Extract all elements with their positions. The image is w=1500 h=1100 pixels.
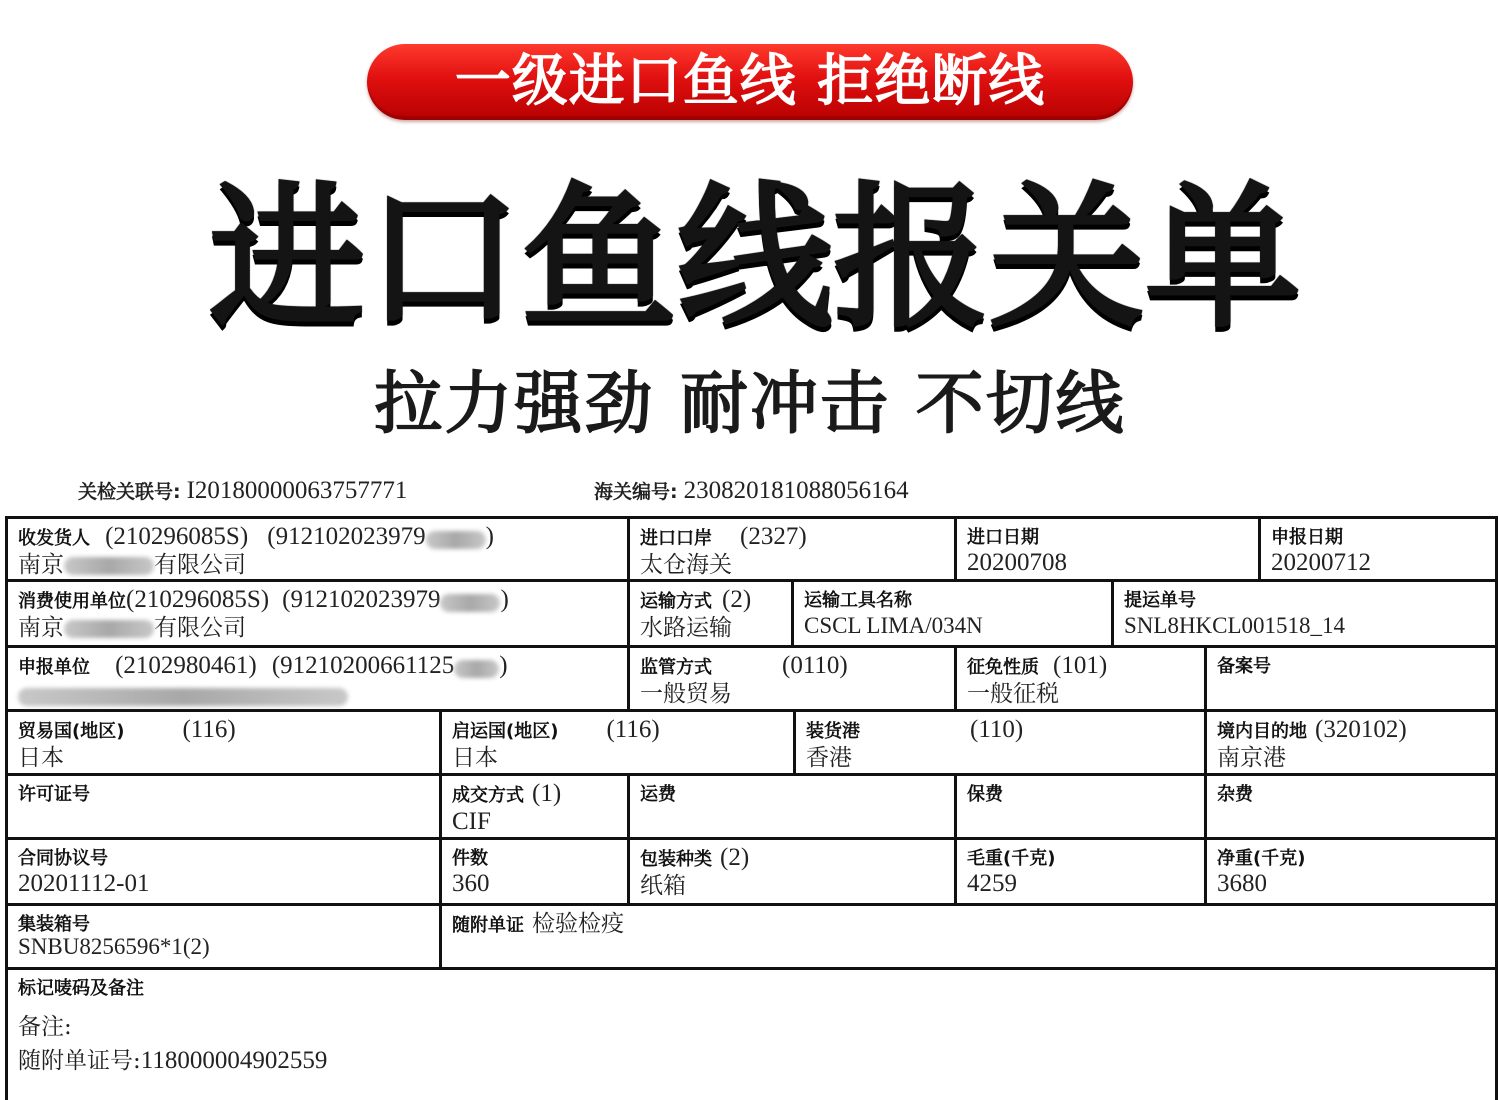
form-row-3 [8, 648, 1495, 712]
customs-declaration-form [5, 516, 1498, 1100]
record-no-label: 备案号 [1217, 656, 1271, 677]
declarant-code1: (2102980461) [115, 652, 257, 679]
supervision-code: (0110) [782, 652, 848, 679]
packing-value: 纸箱 [640, 873, 686, 899]
form-row-5 [8, 776, 1495, 840]
inspection-number [78, 474, 407, 508]
destination-value: 南京港 [1217, 745, 1286, 771]
port-code: (2327) [740, 523, 807, 550]
consumer-code2-end: ) [500, 586, 509, 613]
supervision-value: 一般贸易 [640, 681, 732, 707]
redaction-blur [440, 594, 500, 612]
gross-weight-value: 4259 [967, 870, 1017, 897]
declarant-code2: (91210200661125 [271, 652, 455, 679]
bill-of-lading-value: SNL8HKCL001518_14 [1124, 613, 1346, 638]
loading-port-code: (110) [970, 716, 1024, 743]
levy-label: 征免性质 [967, 657, 1039, 678]
declarant-label: 申报单位 [18, 657, 90, 678]
redaction-blur [426, 531, 486, 549]
container-value: SNBU8256596*1(2) [18, 934, 210, 959]
consignee-name-suffix: 有限公司 [154, 552, 246, 578]
supervision-label: 监管方式 [640, 657, 712, 678]
import-date-label: 进口日期 [967, 527, 1039, 548]
net-weight-value: 3680 [1217, 870, 1267, 897]
declarant-code2-end: ) [499, 652, 508, 679]
loading-port-label: 装货港 [806, 721, 860, 742]
import-date-value: 20200708 [967, 549, 1067, 576]
consignee-code2-end: ) [485, 523, 494, 550]
declare-date-value: 20200712 [1271, 549, 1371, 576]
destination-label: 境内目的地 [1217, 721, 1307, 742]
inspection-number-label: 关检关联号: [78, 481, 181, 503]
customs-number-label: 海关编号: [594, 481, 678, 503]
promo-pill-text: 一级进口鱼线 拒绝断线 [454, 49, 1046, 114]
redaction-blur [64, 620, 154, 638]
form-row-2 [8, 582, 1495, 648]
consignee-cell [8, 519, 630, 579]
cert-value: 118000004902559 [140, 1047, 328, 1074]
origin-country-cell [442, 712, 796, 773]
pieces-cell [442, 840, 630, 903]
documents-value: 检验检疫 [532, 911, 624, 937]
insurance-cell [957, 776, 1207, 837]
packing-code: (2) [720, 844, 750, 871]
marks-label: 标记唛码及备注 [18, 978, 144, 999]
customs-number [594, 474, 909, 508]
license-cell [8, 776, 442, 837]
destination-cell [1207, 712, 1495, 773]
redaction-blur [18, 688, 348, 706]
port-label: 进口口岸 [640, 528, 712, 549]
import-date-cell [957, 519, 1261, 579]
headline: 进口鱼线报关单 [209, 167, 1301, 349]
promo-pill-banner [367, 44, 1133, 120]
consignee-code2: (912102023979 [267, 523, 426, 550]
packing-label: 包装种类 [640, 849, 712, 870]
form-row-6 [8, 840, 1495, 906]
port-value: 太仓海关 [640, 552, 732, 578]
trade-country-cell [8, 712, 442, 773]
vehicle-cell [794, 582, 1114, 645]
loading-port-cell [796, 712, 1207, 773]
insurance-label: 保费 [967, 784, 1003, 805]
trade-country-label: 贸易国(地区) [18, 721, 125, 742]
transport-mode-code: (2) [722, 586, 752, 613]
redaction-blur [64, 557, 154, 575]
contract-cell [8, 840, 442, 903]
cert-label: 随附单证号: [18, 1048, 141, 1074]
loading-port-value: 香港 [806, 745, 852, 771]
consignee-code1: (210296085S) [105, 523, 249, 550]
consumer-cell [8, 582, 630, 645]
pieces-value: 360 [452, 870, 490, 897]
subline: 拉力强劲 耐冲击 不切线 [374, 365, 1126, 444]
deal-mode-value: CIF [452, 808, 491, 835]
misc-fee-cell [1207, 776, 1495, 837]
consumer-name-suffix: 有限公司 [154, 615, 246, 641]
levy-value: 一般征税 [967, 681, 1059, 707]
contract-value: 20201112-01 [18, 870, 150, 897]
consumer-code1: (210296085S) [126, 586, 270, 613]
form-row-1 [8, 519, 1495, 582]
gross-weight-label: 毛重(千克) [967, 848, 1056, 869]
transport-mode-label: 运输方式 [640, 591, 712, 612]
packing-cell [630, 840, 957, 903]
documents-cell [442, 906, 1495, 967]
destination-code: (320102) [1315, 716, 1407, 743]
deal-mode-cell [442, 776, 630, 837]
declare-date-cell [1261, 519, 1495, 579]
form-row-4 [8, 712, 1495, 776]
documents-label: 随附单证 [452, 915, 524, 936]
contract-label: 合同协议号 [18, 848, 108, 869]
origin-country-code: (116) [606, 716, 660, 743]
levy-cell [957, 648, 1207, 709]
net-weight-cell [1207, 840, 1495, 903]
levy-code: (101) [1053, 652, 1108, 679]
trade-country-code: (116) [182, 716, 236, 743]
container-label: 集装箱号 [18, 914, 90, 935]
consumer-label: 消费使用单位 [18, 591, 126, 612]
declarant-cell [8, 648, 630, 709]
consumer-code2: (912102023979 [282, 586, 441, 613]
deal-mode-label: 成交方式 [452, 785, 524, 806]
form-row-7 [8, 906, 1495, 970]
vehicle-value: CSCL LIMA/034N [804, 613, 983, 638]
vehicle-label: 运输工具名称 [804, 590, 912, 611]
supervision-cell [630, 648, 957, 709]
origin-country-label: 启运国(地区) [452, 721, 559, 742]
bill-of-lading-cell [1114, 582, 1495, 645]
port-cell [630, 519, 957, 579]
deal-mode-code: (1) [532, 780, 562, 807]
transport-mode-value: 水路运输 [640, 615, 732, 641]
redaction-blur [454, 660, 499, 678]
record-no-cell [1207, 648, 1495, 709]
customs-number-value: 230820181088056164 [683, 477, 909, 504]
consumer-name-prefix: 南京 [18, 615, 64, 641]
transport-mode-cell [630, 582, 794, 645]
container-cell [8, 906, 442, 967]
gross-weight-cell [957, 840, 1207, 903]
declare-date-label: 申报日期 [1271, 527, 1343, 548]
remark-label: 备注: [18, 1014, 72, 1040]
trade-country-value: 日本 [18, 745, 64, 771]
freight-label: 运费 [640, 784, 676, 805]
pieces-label: 件数 [452, 848, 488, 869]
license-label: 许可证号 [18, 784, 90, 805]
misc-fee-label: 杂费 [1217, 784, 1253, 805]
freight-cell [630, 776, 957, 837]
inspection-number-value: I20180000063757771 [186, 477, 408, 504]
bill-of-lading-label: 提运单号 [1124, 590, 1196, 611]
net-weight-label: 净重(千克) [1217, 848, 1306, 869]
consignee-name-prefix: 南京 [18, 552, 64, 578]
origin-country-value: 日本 [452, 745, 498, 771]
marks-remarks-cell [8, 970, 1495, 1100]
consignee-label: 收发货人 [18, 528, 90, 549]
